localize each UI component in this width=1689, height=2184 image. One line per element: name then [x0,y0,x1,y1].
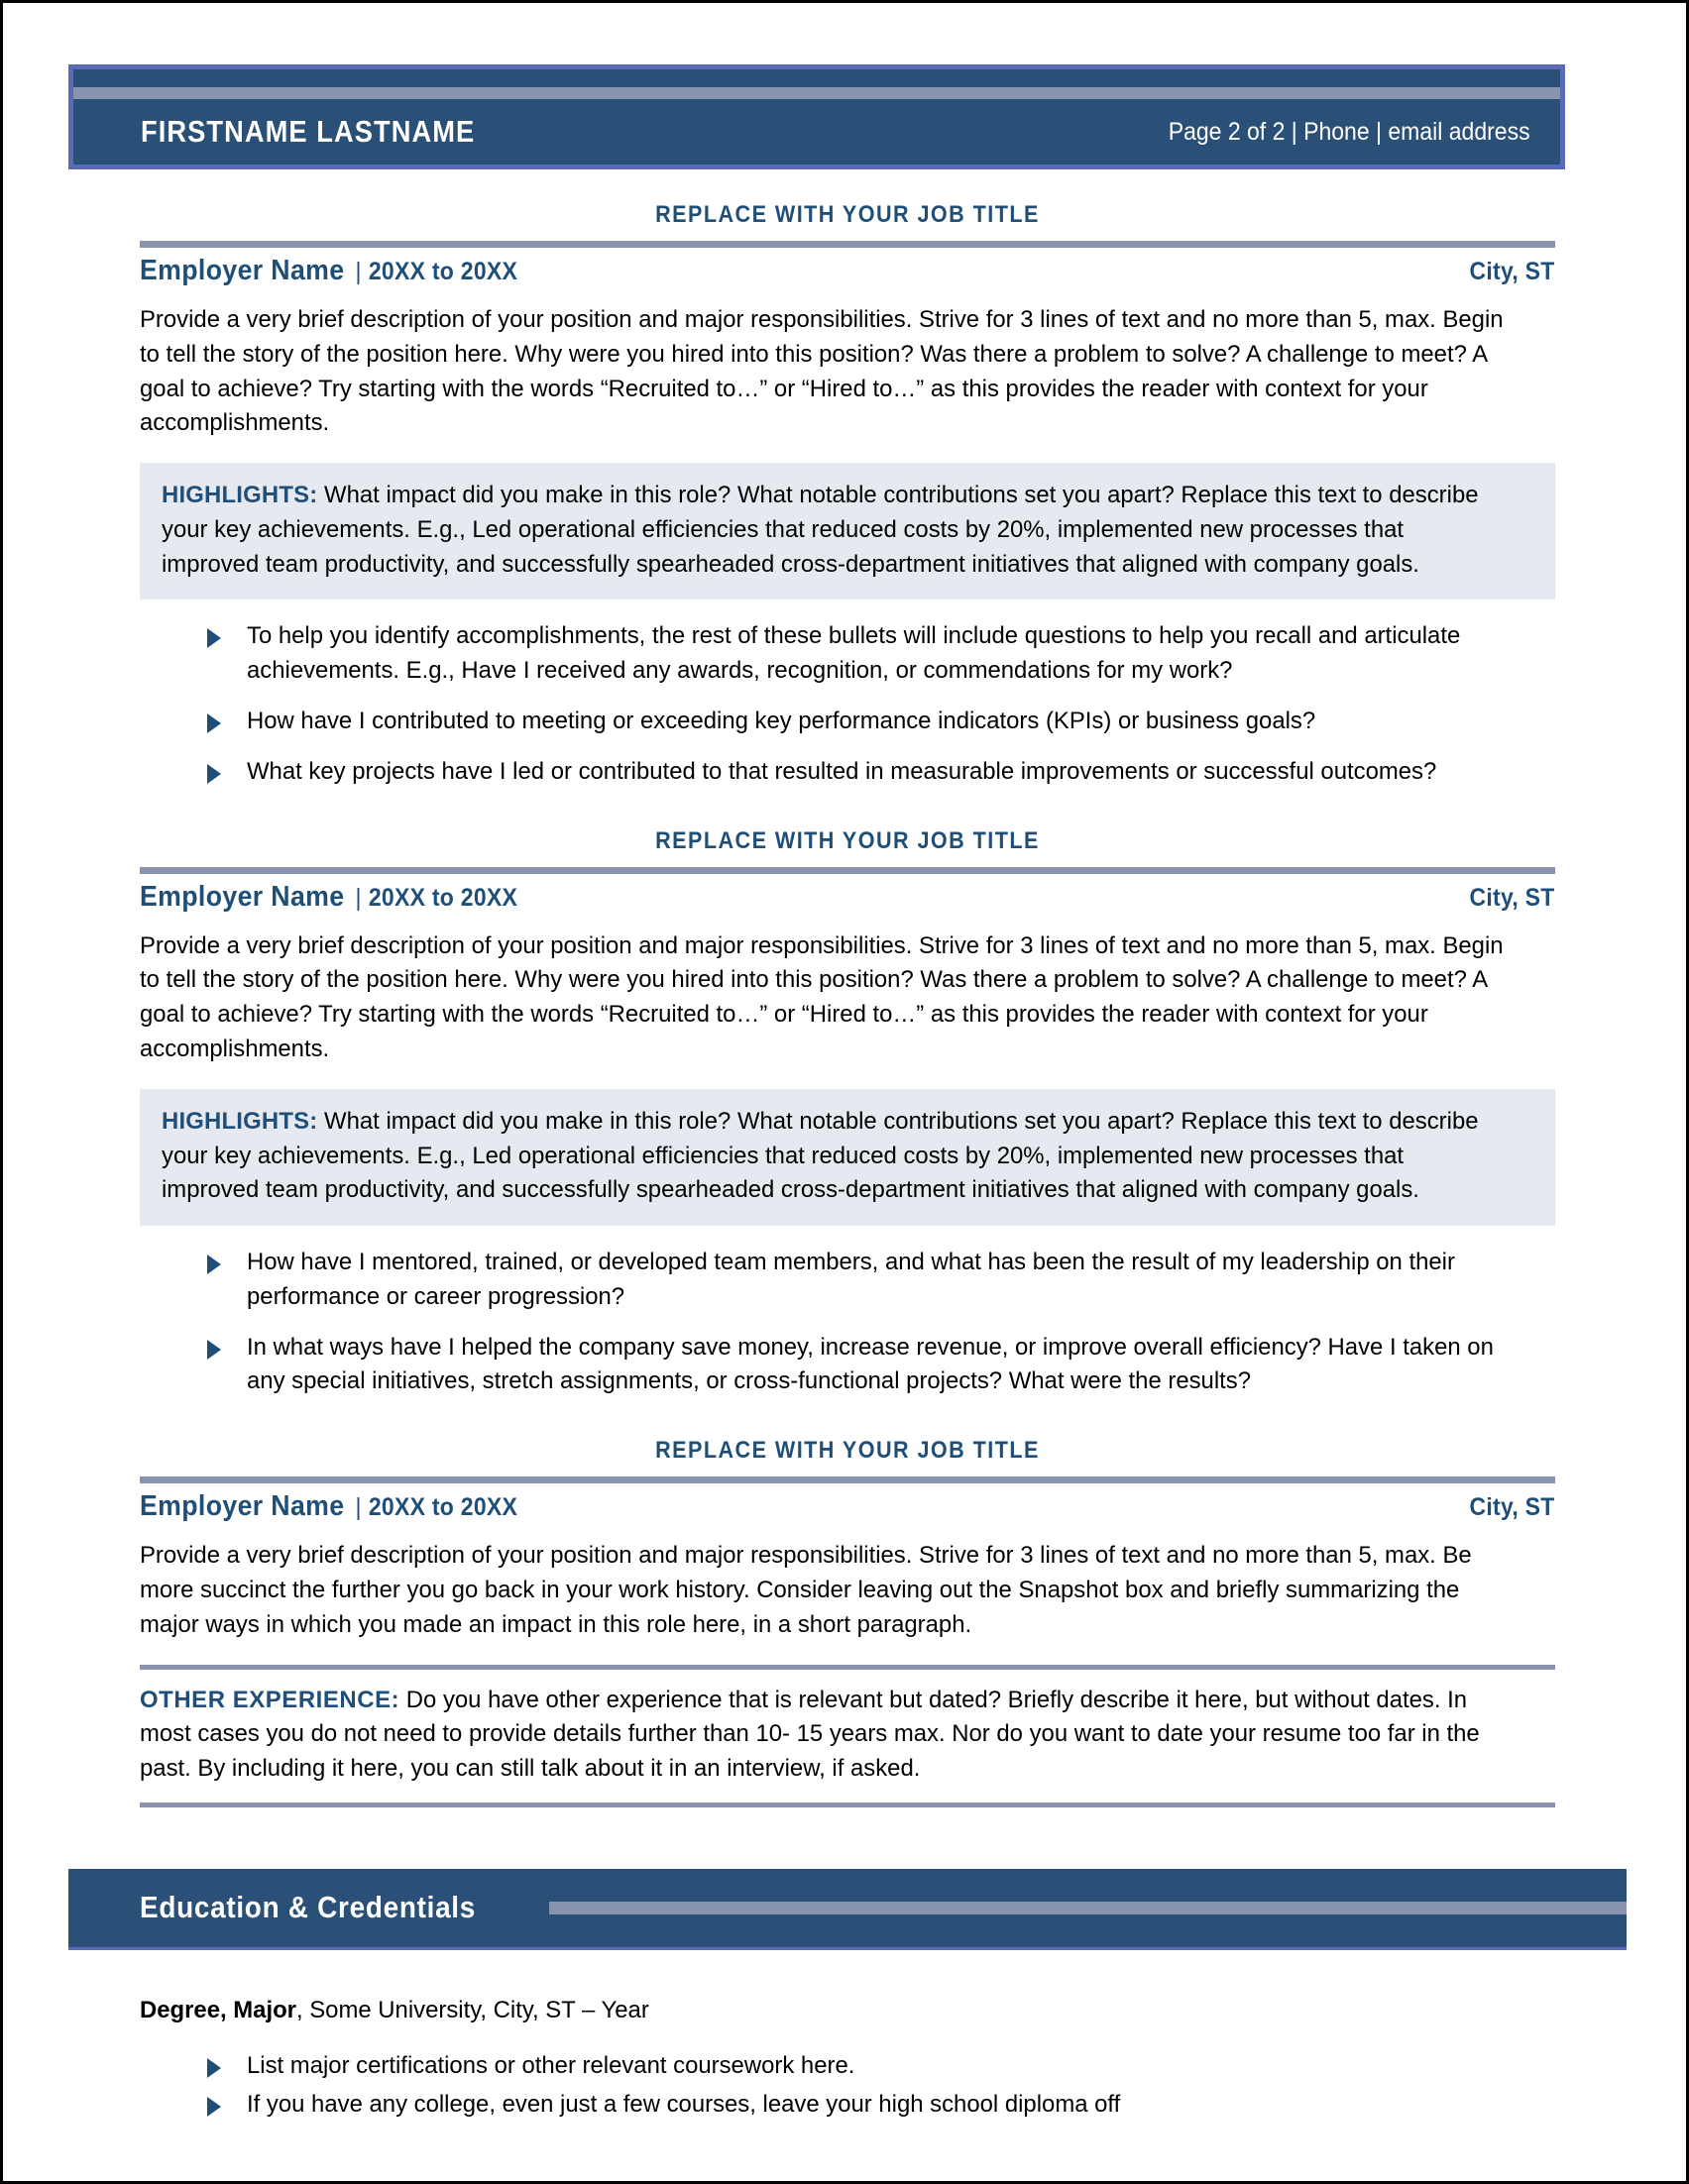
highlights-box-1 [140,463,1555,600]
triangle-bullet-icon [207,628,221,648]
header-content-row [73,99,1560,164]
highlights-box-2 [140,1089,1555,1226]
employer-name-3: Employer Name [140,1490,345,1523]
job-title-heading-2: REPLACE WITH YOUR JOB TITLE [655,826,1040,854]
employer-name-1: Employer Name [140,255,345,286]
other-experience-body: Do you have other experience that is relevant but dated? Briefly describe it here, but without dates. In most cases you do not need to provide details further than 10- 15 years max. Nor do you want to date your resume too far in the past. By including it here, you can still talk about it in an interview, if asked. [140,1686,1480,1783]
other-experience-block [140,1665,1555,1807]
spacer [140,798,1555,827]
employer-info-3 [140,1490,517,1523]
degree-school-details: , Some University, City, ST – Year [295,1996,649,2023]
education-bullet-list [140,2049,1555,2123]
triangle-bullet-icon [207,1255,221,1274]
job-entry-3 [140,1437,1555,1642]
list-item [201,619,1555,689]
triangle-bullet-icon [207,764,221,784]
employer-location-3: City, ST [1469,1493,1555,1522]
bullet-text: How have I contributed to meeting or exceeding key performance indicators (KPIs) or business goals? [247,708,1316,735]
education-section-banner [68,1869,1627,1950]
job-bullet-list-1 [140,619,1555,789]
highlights-paragraph-1 [162,479,1499,582]
employer-dates-3: 20XX to 20XX [368,1493,518,1522]
employer-location-2: City, ST [1469,883,1555,912]
job-bullet-list-2 [140,1246,1555,1399]
job-divider-rule-2 [140,867,1555,874]
candidate-name: FIRSTNAME LASTNAME [141,114,476,149]
bullet-text: What key projects have I led or contributed to that resulted in measurable improvements or successful outcomes? [247,757,1437,785]
page-header-banner [68,64,1565,169]
list-item [201,2088,1555,2123]
list-item [201,2049,1555,2084]
triangle-bullet-icon [207,713,221,733]
employer-separator-2: | [355,883,362,912]
education-section-title: Education & Credentials [140,1890,477,1925]
degree-major: Degree, Major [140,1996,296,2023]
other-experience-paragraph [140,1684,1520,1787]
bullet-text: List major certifications or other relevant coursework here. [247,2052,855,2080]
highlights-paragraph-2 [162,1105,1499,1208]
job-divider-rule-1 [140,241,1555,248]
degree-line [140,1994,1520,2027]
triangle-bullet-icon [207,2058,221,2078]
employer-info-1 [140,255,517,287]
employer-dates-2: 20XX to 20XX [368,883,518,912]
list-item [201,755,1555,790]
header-page-contact-info: Page 2 of 2 | Phone | email address [1169,117,1530,146]
header-accent-stripe [73,87,1560,99]
employer-location-1: City, ST [1469,258,1555,285]
job-divider-rule-3 [140,1476,1555,1483]
employer-name-2: Employer Name [140,880,345,913]
job-title-heading-1: REPLACE WITH YOUR JOB TITLE [655,201,1040,228]
job-description-1: Provide a very brief description of your position and major responsibilities. Strive for 3 lines of text and no more than 5, max. Begin to tell the story of the position here. Why were you hired into this position? Was there a problem to solve? A challenge to meet? A goal to achieve? Try starting with the words “Recruited to…” or “Hired to…” as this provides the reader with context for your accomplishments. [140,306,1504,437]
list-item [201,705,1555,739]
job-description-3: Provide a very brief description of your position and major responsibilities. Strive for 3 lines of text and no more than 5, max. Be more succinct the further you go back in your work history. Consider leaving out the Snapshot box and briefly summarizing the major ways in which you made an impact in this role here, in a short paragraph. [140,1542,1472,1638]
bullet-text: In what ways have I helped the company save money, increase revenue, or improve overall efficiency? Have I taken on any special initiatives, stretch assignments, or cross-functional projects? What were the results? [247,1333,1494,1395]
employer-row-1 [140,255,1555,287]
employer-info-2 [140,881,517,914]
job-entry-1 [140,201,1555,790]
education-banner-rule [549,1902,1627,1914]
education-body [140,1950,1555,2123]
employer-row-2 [140,881,1555,914]
document-body [3,201,1689,2130]
other-experience-label: OTHER EXPERIENCE: [140,1686,400,1713]
highlights-label-2: HIGHLIGHTS: [162,1107,318,1135]
employer-dates-1: 20XX to 20XX [368,258,518,285]
job-title-heading-3: REPLACE WITH YOUR JOB TITLE [655,1437,1040,1465]
highlights-body-1: What impact did you make in this role? What notable contributions set you apart? Replace this text to describe your key achievements. E.g., Led operational efficiencies that reduced costs by 20%, implemented new processes that improved team productivity, and successfully spearheaded cross-department initiatives that aligned with company goals. [162,482,1479,578]
triangle-bullet-icon [207,1340,221,1360]
employer-row-3 [140,1490,1555,1523]
highlights-body-2: What impact did you make in this role? What notable contributions set you apart? Replace this text to describe your key achievements. E.g., Led operational efficiencies that reduced costs by 20%, implemented new processes that improved team productivity, and successfully spearheaded cross-department initiatives that aligned with company goals. [162,1107,1479,1204]
list-item [201,1331,1555,1400]
highlights-label-1: HIGHLIGHTS: [162,482,318,509]
employer-separator-3: | [355,1493,362,1522]
job-description-2: Provide a very brief description of your position and major responsibilities. Strive for 3 lines of text and no more than 5, max. Begin to tell the story of the position here. Why were you hired into this position? Was there a problem to solve? A challenge to meet? A goal to achieve? Try starting with the words “Recruited to…” or “Hired to…” as this provides the reader with context for your accomplishments. [140,931,1504,1062]
job-entry-2 [140,827,1555,1400]
triangle-bullet-icon [207,2097,221,2117]
bullet-text: If you have any college, even just a few courses, leave your high school diploma off [247,2090,1121,2118]
spacer [140,1407,1555,1437]
bullet-text: To help you identify accomplishments, the rest of these bullets will include questions to help you recall and articulate achievements. E.g., Have I received any awards, recognition, or commendations for my work? [247,622,1461,685]
bullet-text: How have I mentored, trained, or developed team members, and what has been the result of my leadership on their performance or career progression? [247,1249,1455,1310]
employer-separator-1: | [355,258,362,285]
list-item [201,1246,1555,1315]
